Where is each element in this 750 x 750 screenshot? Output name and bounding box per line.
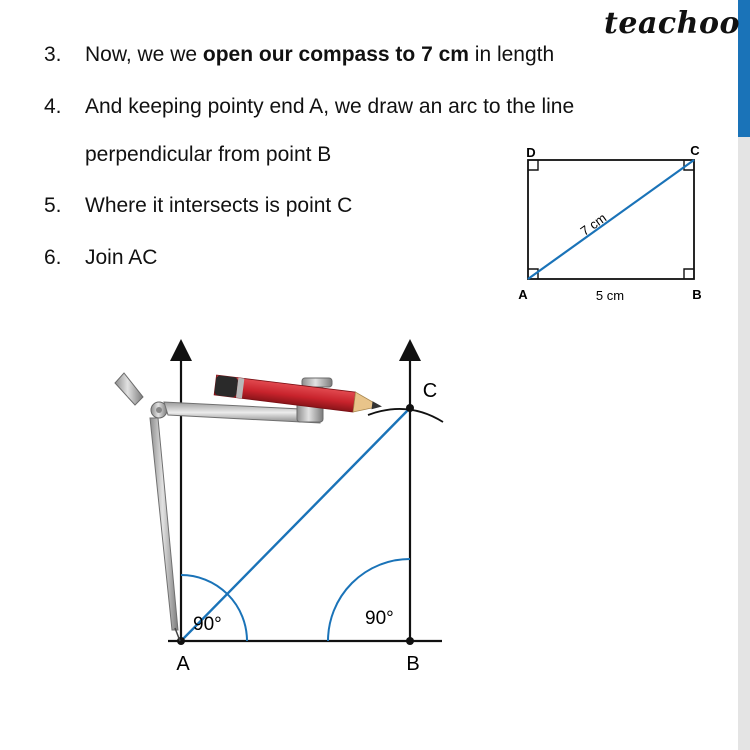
ref-label-d: D bbox=[526, 145, 536, 160]
angle-label-b: 90° bbox=[365, 608, 394, 629]
reference-diagonal-ac bbox=[528, 160, 694, 279]
step-5: 5. Where it intersects is point C bbox=[44, 194, 353, 217]
label-point-a: A bbox=[176, 653, 190, 675]
right-angle-mark-b bbox=[684, 269, 694, 279]
step-4: 4. And keeping pointy end A, we draw an arc to the line bbox=[44, 95, 575, 118]
ref-diagonal-length: 7 cm bbox=[577, 210, 610, 239]
compass-handle-icon bbox=[115, 373, 143, 405]
ref-label-c: C bbox=[690, 143, 700, 158]
ref-label-b: B bbox=[692, 287, 702, 302]
step-3: 3. Now, we we open our compass to 7 cm in length bbox=[44, 43, 555, 66]
label-point-b: B bbox=[406, 653, 420, 675]
angle-label-a: 90° bbox=[193, 614, 222, 635]
pencil-cap-icon bbox=[214, 375, 238, 398]
diagonal-ac bbox=[181, 408, 410, 641]
ref-base-length: 5 cm bbox=[595, 288, 625, 303]
step-4-continuation: perpendicular from point B bbox=[85, 143, 332, 166]
compass-needle-leg-icon bbox=[150, 418, 178, 630]
label-point-c: C bbox=[422, 380, 438, 402]
right-angle-mark-d bbox=[528, 160, 538, 170]
step-3-emphasis: open our compass to 7 cm bbox=[202, 43, 469, 66]
ref-label-a: A bbox=[518, 287, 528, 302]
brand-logo: teachoo bbox=[604, 6, 740, 41]
reference-rectangle bbox=[518, 143, 701, 303]
point-c-dot bbox=[406, 404, 414, 412]
point-b-dot bbox=[406, 637, 414, 645]
step-6: 6. Join AC bbox=[44, 246, 158, 269]
compass-illustration bbox=[115, 373, 383, 641]
